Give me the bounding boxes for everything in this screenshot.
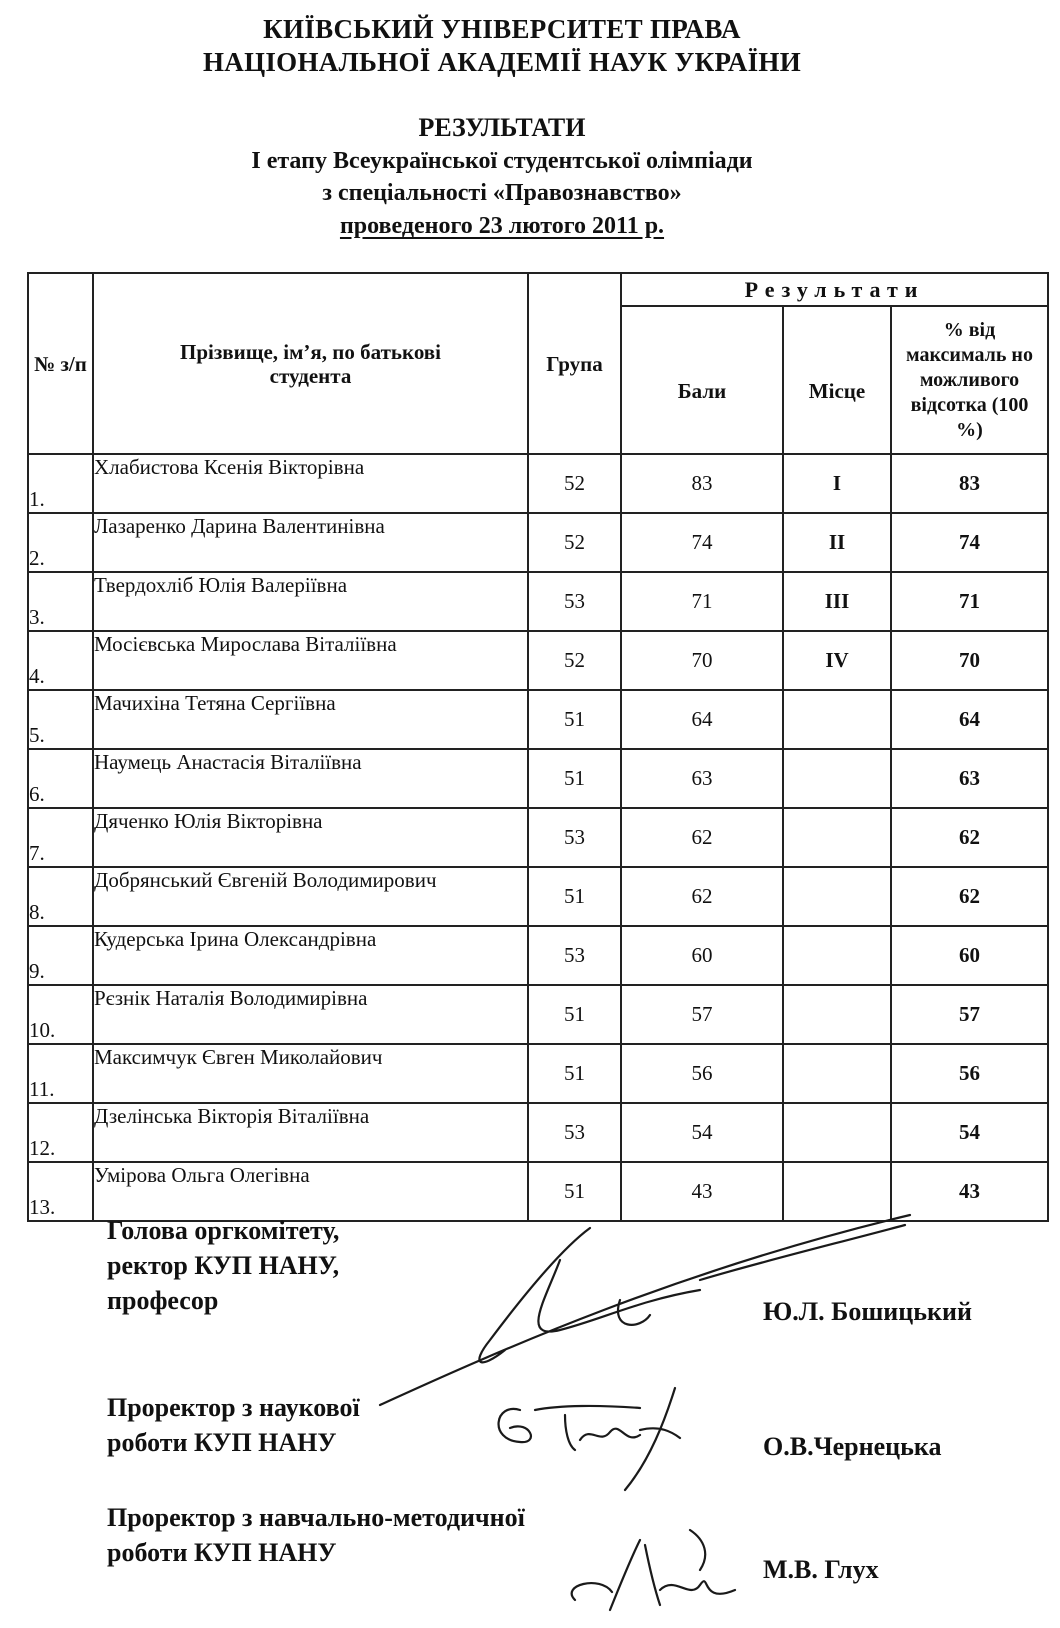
points-cell: 83 — [621, 454, 783, 513]
signatory-3-title-line: Проректор з навчально-методичної — [107, 1503, 525, 1532]
group-cell: 52 — [528, 454, 621, 513]
student-name: Максимчук Євген Миколайович — [93, 1044, 528, 1103]
student-name: Лазаренко Дарина Валентинівна — [93, 513, 528, 572]
university-name-line1: КИЇВСЬКИЙ УНІВЕРСИТЕТ ПРАВА — [263, 14, 741, 44]
percent-cell: 64 — [891, 690, 1048, 749]
place-cell: І — [783, 454, 891, 513]
signatory-1-name: Ю.Л. Бошицький — [763, 1297, 972, 1326]
group-cell: 51 — [528, 985, 621, 1044]
table-row — [28, 513, 1048, 572]
row-number: 4. — [28, 631, 93, 690]
group-cell: 53 — [528, 1103, 621, 1162]
header-number: № з/п — [28, 273, 93, 454]
place-cell — [783, 867, 891, 926]
points-cell: 56 — [621, 1044, 783, 1103]
subtitle-date — [0, 211, 1004, 241]
signatory-3-title — [107, 1500, 525, 1570]
table-row — [28, 631, 1048, 690]
place-cell — [783, 690, 891, 749]
points-cell: 70 — [621, 631, 783, 690]
place-cell — [783, 1103, 891, 1162]
row-number: 2. — [28, 513, 93, 572]
student-name: Хлабистова Ксенія Вікторівна — [93, 454, 528, 513]
student-name: Кудерська Ірина Олександрівна — [93, 926, 528, 985]
percent-cell: 62 — [891, 808, 1048, 867]
signatory-1-title-line: професор — [107, 1286, 219, 1315]
document-title: РЕЗУЛЬТАТИ — [418, 113, 586, 142]
percent-cell: 63 — [891, 749, 1048, 808]
group-cell: 53 — [528, 926, 621, 985]
table-row — [28, 926, 1048, 985]
table-row — [28, 985, 1048, 1044]
signature-2-drawing — [499, 1388, 680, 1490]
table-row — [28, 867, 1048, 926]
group-cell: 51 — [528, 749, 621, 808]
student-name: Дзелінська Вікторія Віталіївна — [93, 1103, 528, 1162]
place-cell — [783, 985, 891, 1044]
place-cell: IV — [783, 631, 891, 690]
points-cell: 43 — [621, 1162, 783, 1221]
table-row — [28, 454, 1048, 513]
percent-cell: 43 — [891, 1162, 1048, 1221]
place-cell: ІІ — [783, 513, 891, 572]
place-cell — [783, 808, 891, 867]
student-name: Твердохліб Юлія Валеріївна — [93, 572, 528, 631]
signatory-1-title-line: ректор КУП НАНУ, — [107, 1251, 340, 1280]
group-cell: 51 — [528, 1162, 621, 1221]
row-number: 8. — [28, 867, 93, 926]
student-name: Наумець Анастасія Віталіївна — [93, 749, 528, 808]
percent-cell: 74 — [891, 513, 1048, 572]
row-number: 3. — [28, 572, 93, 631]
student-name: Мосієвська Мирослава Віталіївна — [93, 631, 528, 690]
points-cell: 62 — [621, 808, 783, 867]
row-number: 7. — [28, 808, 93, 867]
percent-cell: 70 — [891, 631, 1048, 690]
table-row — [28, 572, 1048, 631]
group-cell: 53 — [528, 572, 621, 631]
points-cell: 60 — [621, 926, 783, 985]
row-number: 13. — [28, 1162, 93, 1221]
percent-cell: 57 — [891, 985, 1048, 1044]
row-number: 1. — [28, 454, 93, 513]
group-cell: 51 — [528, 867, 621, 926]
points-cell: 62 — [621, 867, 783, 926]
signatory-1-title — [107, 1213, 339, 1318]
percent-cell: 71 — [891, 572, 1048, 631]
place-cell — [783, 1044, 891, 1103]
header-percent: % від максималь но можливого відсотка (100 %) — [891, 306, 1048, 454]
row-number: 12. — [28, 1103, 93, 1162]
header-results: Результати — [621, 273, 1048, 306]
subtitle-line1: І етапу Всеукраїнської студентської олімпіади — [251, 148, 753, 174]
group-cell: 51 — [528, 690, 621, 749]
row-number: 10. — [28, 985, 93, 1044]
signatory-3-title-line: роботи КУП НАНУ — [107, 1538, 337, 1567]
subtitle-line2: з спеціальності «Правознавство» — [322, 180, 682, 206]
points-cell: 64 — [621, 690, 783, 749]
percent-cell: 83 — [891, 454, 1048, 513]
percent-cell: 60 — [891, 926, 1048, 985]
header-place: Місце — [783, 306, 891, 454]
results-table — [27, 272, 1049, 1222]
points-cell: 63 — [621, 749, 783, 808]
student-name: Добрянський Євгеній Володимирович — [93, 867, 528, 926]
student-name: Рєзнік Наталія Володимирівна — [93, 985, 528, 1044]
student-name: Мачихіна Тетяна Сергіївна — [93, 690, 528, 749]
signatory-1-title-line: Голова оргкомітету, — [107, 1216, 340, 1245]
percent-cell: 56 — [891, 1044, 1048, 1103]
points-cell: 74 — [621, 513, 783, 572]
header-points: Бали — [621, 306, 783, 454]
row-number: 5. — [28, 690, 93, 749]
group-cell: 52 — [528, 513, 621, 572]
place-cell: ІІІ — [783, 572, 891, 631]
row-number: 11. — [28, 1044, 93, 1103]
signatory-2-title-line: роботи КУП НАНУ — [107, 1428, 337, 1457]
group-cell: 52 — [528, 631, 621, 690]
signatory-2-name: О.В.Чернецька — [763, 1432, 942, 1461]
table-row — [28, 749, 1048, 808]
place-cell — [783, 1162, 891, 1221]
signatory-3-name: М.В. Глух — [763, 1555, 879, 1584]
percent-cell: 62 — [891, 867, 1048, 926]
university-name-line2: НАЦІОНАЛЬНОЇ АКАДЕМІЇ НАУК УКРАЇНИ — [202, 47, 802, 77]
points-cell: 71 — [621, 572, 783, 631]
table-row — [28, 690, 1048, 749]
table-row — [28, 1044, 1048, 1103]
place-cell — [783, 749, 891, 808]
points-cell: 57 — [621, 985, 783, 1044]
group-cell: 51 — [528, 1044, 621, 1103]
place-cell — [783, 926, 891, 985]
row-number: 6. — [28, 749, 93, 808]
row-number: 9. — [28, 926, 93, 985]
header-group: Група — [528, 273, 621, 454]
header-name: Прізвище, ім’я, по батькові студента — [93, 273, 528, 454]
results-table-body — [28, 454, 1048, 1221]
group-cell: 53 — [528, 808, 621, 867]
student-name: Умірова Ольга Олегівна — [93, 1162, 528, 1221]
date-underlined: проведеного 23 лютого 2011 р. — [339, 213, 665, 239]
signatory-2-title-line: Проректор з наукової — [107, 1393, 360, 1422]
signature-3-drawing — [572, 1530, 735, 1610]
table-row — [28, 808, 1048, 867]
points-cell: 54 — [621, 1103, 783, 1162]
percent-cell: 54 — [891, 1103, 1048, 1162]
signatory-2-title — [107, 1390, 360, 1460]
table-row — [28, 1103, 1048, 1162]
student-name: Дяченко Юлія Вікторівна — [93, 808, 528, 867]
